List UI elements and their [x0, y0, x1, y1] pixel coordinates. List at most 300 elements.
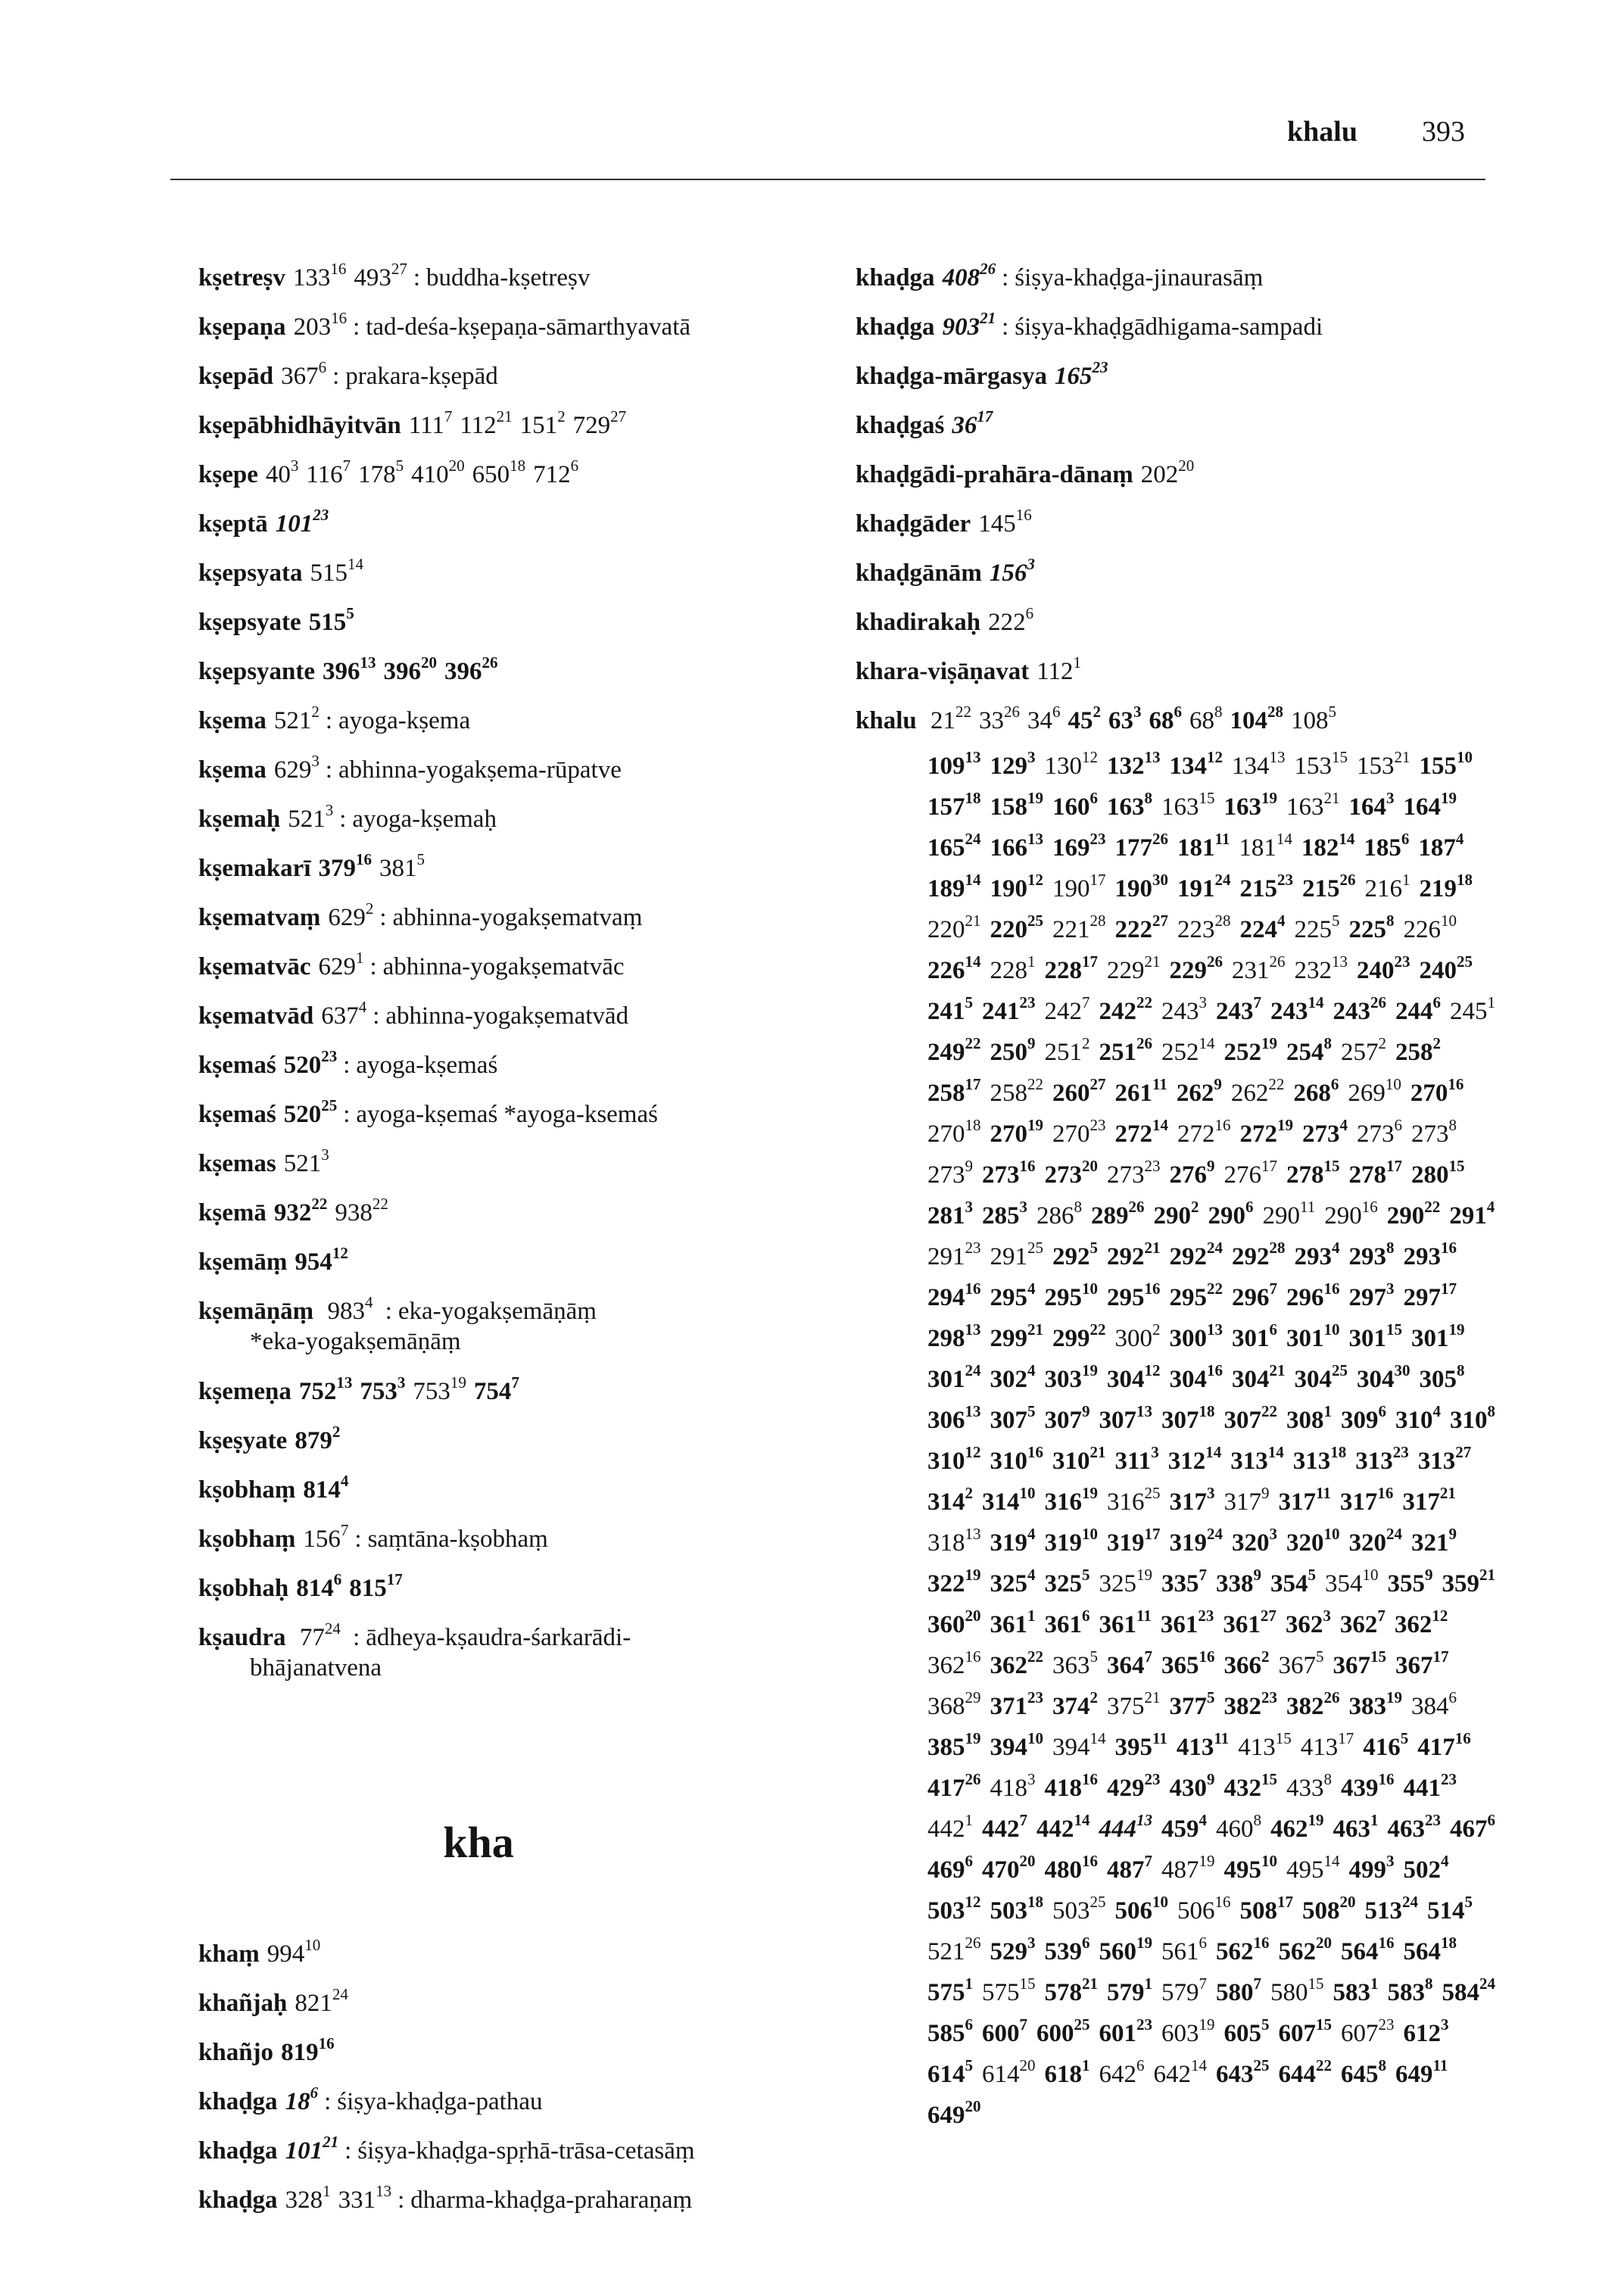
entry-ref: $243^{14}$ — [1270, 993, 1324, 1025]
entry-ref: $307^5$ — [990, 1402, 1036, 1434]
entry-ref: $228^{17}$ — [1044, 952, 1098, 984]
entry-ref: $273^8$ — [1411, 1116, 1457, 1148]
entry-ref: $629^1$ — [318, 949, 364, 980]
entry-lemma: kṣemeṇa — [198, 1378, 291, 1405]
entry-ref: $191^{24}$ — [1177, 871, 1231, 902]
entry-ref: $290^{11}$ — [1262, 1198, 1316, 1230]
entry-gloss-variant: *eka-yogakṣemāṇāṃ — [250, 1328, 461, 1355]
entry-ref: $320^{24}$ — [1348, 1525, 1402, 1557]
entry-gloss: ayoga-kṣema — [338, 707, 471, 734]
entry-ref: $258^{17}$ — [927, 1075, 981, 1107]
entry-ref: $319^{24}$ — [1169, 1525, 1223, 1557]
entry-ref: $299^{21}$ — [990, 1320, 1043, 1352]
index-entry — [856, 303, 1507, 352]
entry-ref: $325^4$ — [990, 1566, 1036, 1597]
entry-ref: $442^7$ — [982, 1811, 1027, 1843]
entry-ref: $291^{23}$ — [927, 1239, 981, 1270]
entry-ref: $432^{15}$ — [1223, 1770, 1277, 1802]
entry-ref: $261^{11}$ — [1114, 1075, 1167, 1107]
entry-gloss: tad-deśa-kṣepaṇa-sāmarthyavatā — [366, 313, 691, 341]
entry-ref: $177^{26}$ — [1114, 830, 1168, 862]
entry-lemma: khaḍga-mārgasya — [856, 363, 1048, 390]
entry-ref: $304^{30}$ — [1357, 1361, 1410, 1393]
entry-ref: $269^{10}$ — [1348, 1075, 1401, 1107]
entry-ref: $521^3$ — [283, 1145, 329, 1177]
entry-ref: $101^{21}$ — [285, 2133, 339, 2165]
gloss-separator: : — [353, 313, 360, 341]
entry-ref: $562^{20}$ — [1278, 1934, 1332, 1965]
entry-ref: $495^{10}$ — [1223, 1852, 1277, 1884]
entry-ref: $367^5$ — [1278, 1647, 1324, 1679]
entry-ref: $222^6$ — [988, 604, 1034, 636]
entry-ref: $361^{23}$ — [1160, 1607, 1214, 1638]
entry-ref: $410^{20}$ — [411, 457, 465, 488]
entry-ref: $156^7$ — [303, 1521, 349, 1553]
entry-ref: $18^6$ — [285, 2084, 319, 2115]
index-entry — [198, 1564, 849, 1613]
entry-ref: $614^{20}$ — [982, 2056, 1036, 2088]
entry-ref: $319^{10}$ — [1044, 1525, 1098, 1557]
entry-lemma: kṣobhaṃ — [198, 1526, 296, 1553]
entry-ref: $292^{24}$ — [1169, 1239, 1223, 1270]
entry-ref: $187^4$ — [1418, 830, 1464, 862]
entry-ref: $222^{27}$ — [1114, 912, 1168, 943]
index-entry — [198, 943, 849, 992]
entry-ref: $362^{12}$ — [1394, 1607, 1448, 1638]
index-entry — [198, 2127, 849, 2176]
entry-ref: $600^{25}$ — [1036, 2015, 1090, 2047]
gloss-separator: : — [372, 1002, 380, 1030]
entry-ref: $417^{26}$ — [927, 1770, 981, 1802]
entry-ref: $603^{19}$ — [1161, 2015, 1215, 2047]
entry-ref: $394^{14}$ — [1052, 1729, 1106, 1761]
entry-ref: $302^4$ — [990, 1361, 1036, 1393]
entry-ref: $605^5$ — [1223, 2015, 1270, 2047]
entry-ref: $375^{21}$ — [1107, 1688, 1161, 1720]
entry-gloss: ayoga-kṣemaś — [356, 1052, 498, 1079]
entry-ref: $560^{19}$ — [1099, 1934, 1152, 1965]
entry-ref: $178^5$ — [358, 457, 404, 488]
entry-ref: $280^{15}$ — [1411, 1157, 1465, 1189]
entry-ref: $467^6$ — [1450, 1811, 1495, 1843]
entry-ref: $729^{27}$ — [572, 407, 627, 439]
entry-ref: $292^5$ — [1052, 1239, 1098, 1270]
index-entry — [198, 893, 849, 943]
entry-ref: $276^9$ — [1169, 1157, 1215, 1189]
entry-ref: $304^{12}$ — [1107, 1361, 1161, 1393]
gloss-separator: : — [332, 363, 340, 390]
entry-ref: $575^1$ — [927, 1975, 973, 2006]
entry-ref: $503^{25}$ — [1052, 1893, 1106, 1925]
index-entry — [198, 1515, 849, 1564]
entry-lemma: kṣemaś — [198, 1101, 276, 1128]
entry-ref: $250^9$ — [990, 1034, 1036, 1066]
entry-ref: $310^{21}$ — [1052, 1443, 1106, 1475]
index-entry — [856, 352, 1507, 401]
entry-ref: $607^{15}$ — [1278, 2015, 1332, 2047]
entry-gloss: ādheya-kṣaudra-śarkarādi- — [366, 1624, 631, 1651]
entry-ref: $156^3$ — [989, 555, 1035, 587]
index-entry — [198, 2028, 849, 2077]
index-entry — [856, 401, 1507, 450]
entry-ref: $514^5$ — [1427, 1893, 1473, 1925]
gloss-separator: : — [385, 1298, 392, 1325]
entry-ref: $360^{20}$ — [927, 1607, 981, 1638]
entry-ref: $314^{10}$ — [982, 1484, 1036, 1516]
entry-ref: $260^{27}$ — [1052, 1075, 1106, 1107]
entry-ref: $308^1$ — [1286, 1402, 1332, 1434]
entry-gloss: prakara-kṣepād — [345, 363, 498, 390]
entry-ref: $413^{17}$ — [1300, 1729, 1354, 1761]
entry-ref: $579^7$ — [1161, 1975, 1207, 2006]
entry-ref: $270^{23}$ — [1052, 1116, 1106, 1148]
entry-ref: $583^8$ — [1387, 1975, 1433, 2006]
entry-ref: $310^{16}$ — [990, 1443, 1043, 1475]
entry-ref: $258^{22}$ — [990, 1075, 1043, 1107]
entry-ref: $301^{15}$ — [1348, 1320, 1402, 1352]
entry-ref: $365^{16}$ — [1161, 1647, 1215, 1679]
entry-ref: $229^{26}$ — [1169, 952, 1223, 984]
entry-ref: $506^{10}$ — [1114, 1893, 1168, 1925]
gloss-separator: : — [353, 1624, 360, 1651]
entry-lemma: kṣepsyata — [198, 559, 303, 587]
entry-ref: $385^{19}$ — [927, 1729, 981, 1761]
entry-ref: $293^8$ — [1348, 1239, 1395, 1270]
entry-lemma: kṣema — [198, 707, 267, 734]
entry-ref: $903^{21}$ — [942, 309, 996, 341]
index-entry — [198, 1041, 849, 1090]
entry-ref: $499^3$ — [1348, 1852, 1395, 1884]
entry-ref: $463^1$ — [1333, 1811, 1379, 1843]
entry-ref: $515^{14}$ — [310, 555, 364, 587]
entry-lemma: kṣematvāc — [198, 953, 311, 980]
gloss-separator: : — [325, 707, 333, 734]
entry-ref: $203^{16}$ — [293, 309, 348, 341]
entry-ref: $649^{20}$ — [927, 2097, 981, 2129]
entry-ref: $34^6$ — [1027, 703, 1061, 734]
index-entry — [198, 746, 849, 795]
entry-gloss: eka-yogakṣemāṇāṃ — [397, 1298, 597, 1325]
entry-ref: $317^{16}$ — [1339, 1484, 1394, 1516]
entry-ref: $220^{25}$ — [990, 912, 1043, 943]
entry-lemma: kṣepābhidhāyitvān — [198, 412, 401, 439]
entry-ref: $190^{17}$ — [1052, 871, 1106, 902]
entry-lemma: kṣemas — [198, 1150, 276, 1177]
entry-ref: $374^2$ — [1052, 1688, 1098, 1720]
entry-ref: $228^1$ — [990, 952, 1036, 984]
index-entry — [198, 1979, 849, 2028]
entry-ref: $134^{13}$ — [1232, 748, 1286, 780]
entry-ref: $301^{19}$ — [1411, 1320, 1465, 1352]
entry-ref: $305^8$ — [1419, 1361, 1465, 1393]
entry-lemma: kṣeṣyate — [198, 1427, 288, 1454]
entry-ref: $312^{14}$ — [1167, 1443, 1222, 1475]
entry-ref: $515^5$ — [308, 604, 354, 636]
entry-ref: $273^6$ — [1357, 1116, 1402, 1148]
entry-ref: $254^8$ — [1286, 1034, 1332, 1066]
entry-ref: $396^{26}$ — [444, 653, 498, 685]
entry-ref: $101^{23}$ — [275, 506, 329, 538]
index-entry — [856, 598, 1507, 647]
entry-ref: $753^{19}$ — [413, 1373, 466, 1405]
entry-lemma: kṣemāṇāṃ — [198, 1298, 314, 1325]
entry-ref: $281^3$ — [927, 1198, 973, 1230]
entry-ref: $629^3$ — [273, 752, 320, 784]
entry-ref: $252^{19}$ — [1223, 1034, 1277, 1066]
entry-lemma: kṣepaṇa — [198, 313, 286, 341]
entry-ref: $361^{27}$ — [1223, 1607, 1276, 1638]
entry-ref: $313^{18}$ — [1292, 1443, 1347, 1475]
entry-ref: $223^{28}$ — [1177, 912, 1231, 943]
entry-ref: $240^{23}$ — [1357, 952, 1410, 984]
section-heading: kha — [443, 1818, 514, 1867]
entry-lemma: kṣepsyante — [198, 658, 316, 685]
entry-lemma: khaḍgaś — [856, 412, 945, 439]
index-entry — [856, 647, 1507, 697]
entry-ref: $145^{16}$ — [978, 506, 1032, 538]
entry-ref: $185^6$ — [1364, 830, 1410, 862]
entry-ref: $562^{16}$ — [1216, 1934, 1270, 1965]
entry-ref: $561^6$ — [1161, 1934, 1207, 1965]
index-entry — [198, 254, 849, 303]
entry-ref: $529^3$ — [990, 1934, 1036, 1965]
entry-ref: $578^{21}$ — [1044, 1975, 1098, 2006]
entry-lemma: kṣematvaṃ — [198, 904, 321, 931]
entry-ref: $243^{26}$ — [1333, 993, 1386, 1025]
entry-ref: $268^6$ — [1293, 1075, 1339, 1107]
entry-ref: $325^5$ — [1044, 1566, 1090, 1597]
entry-ref: $116^7$ — [306, 457, 351, 488]
entry-ref: $190^{30}$ — [1114, 871, 1168, 902]
entry-ref: $301^{24}$ — [927, 1361, 981, 1393]
entry-ref: $320^{10}$ — [1286, 1525, 1340, 1557]
index-entry — [856, 549, 1507, 598]
entry-ref: $290^{16}$ — [1324, 1198, 1378, 1230]
entry-ref: $224^4$ — [1239, 912, 1286, 943]
entry-ref: $216^1$ — [1364, 871, 1410, 902]
entry-ref: $377^5$ — [1169, 1688, 1215, 1720]
entry-ref: $362^{16}$ — [927, 1647, 981, 1679]
index-entry — [198, 352, 849, 401]
entry-ref: $273^9$ — [927, 1157, 973, 1189]
header-rule — [170, 179, 1485, 180]
entry-ref: $273^4$ — [1302, 1116, 1348, 1148]
index-entry — [856, 254, 1507, 303]
entry-ref: $564^{18}$ — [1403, 1934, 1457, 1965]
entry-ref: $36^{17}$ — [952, 407, 993, 439]
entry-ref: $645^8$ — [1341, 2056, 1386, 2088]
entry-ref: $129^3$ — [990, 748, 1036, 780]
entry-ref: $430^9$ — [1169, 1770, 1215, 1802]
entry-gloss: śiṣya-khaḍga-jinaurasāṃ — [1015, 264, 1264, 291]
index-entry — [198, 500, 849, 549]
index-entry — [198, 1466, 849, 1515]
entry-ref: $190^{12}$ — [990, 871, 1043, 902]
entry-gloss: dharma-khaḍga-praharaṇaṃ — [410, 2186, 693, 2214]
entry-ref: $132^{13}$ — [1107, 748, 1161, 780]
gloss-separator: : — [325, 756, 333, 784]
entry-ref: $251^{26}$ — [1099, 1034, 1152, 1066]
entry-ref: $257^2$ — [1341, 1034, 1386, 1066]
entry-ref: $157^{18}$ — [927, 789, 981, 821]
entry-ref: $278^{15}$ — [1286, 1157, 1340, 1189]
entry-ref: $444^{13}$ — [1099, 1811, 1152, 1843]
entry-ref: $219^{18}$ — [1419, 871, 1473, 902]
entry-ref: $33^{26}$ — [978, 703, 1020, 734]
entry-ref: $225^8$ — [1348, 912, 1395, 943]
entry-ref: $754^7$ — [473, 1373, 519, 1405]
entry-ref: $408^{26}$ — [942, 260, 996, 291]
entry-ref: $304^{21}$ — [1232, 1361, 1286, 1393]
entry-ref: $441^{23}$ — [1403, 1770, 1457, 1802]
entry-ref: $318^{13}$ — [927, 1525, 981, 1557]
gloss-separator: : — [369, 953, 377, 980]
entry-ref: $134^{12}$ — [1169, 748, 1223, 780]
entry-gloss-continuation: bhājanatvena — [250, 1654, 382, 1682]
entry-ref: $367^{17}$ — [1395, 1647, 1449, 1679]
entry-ref: $322^{19}$ — [927, 1566, 981, 1597]
entry-ref: $325^{19}$ — [1099, 1566, 1152, 1597]
entry-ref: $273^{23}$ — [1107, 1157, 1161, 1189]
entry-ref: $133^{16}$ — [292, 260, 347, 291]
entry-ref: $304^{25}$ — [1294, 1361, 1348, 1393]
entry-ref: $243^7$ — [1216, 993, 1261, 1025]
entry-ref: $331^{13}$ — [338, 2182, 392, 2214]
entry-ref: $382^{26}$ — [1286, 1688, 1340, 1720]
entry-ref: $503^{12}$ — [927, 1893, 981, 1925]
entry-ref: $293^{16}$ — [1403, 1239, 1457, 1270]
entry-ref: $643^{25}$ — [1216, 2056, 1270, 2088]
entry-lemma: khaḍgāder — [856, 510, 971, 538]
entry-ref: $301^{10}$ — [1286, 1320, 1340, 1352]
entry-ref: $112^{21}$ — [460, 407, 513, 439]
entry-ref: $242^7$ — [1044, 993, 1090, 1025]
entry-ref: $244^6$ — [1395, 993, 1441, 1025]
entry-lemma: khaḍga — [856, 264, 935, 291]
entry-lemma: kṣemaś — [198, 1052, 276, 1079]
entry-ref: $506^{16}$ — [1177, 1893, 1231, 1925]
entry-ksaudra — [198, 1613, 849, 1694]
entry-lemma: khaḍga — [198, 2088, 278, 2115]
entry-ref: $262^9$ — [1176, 1075, 1222, 1107]
entry-ref: $316^{25}$ — [1107, 1484, 1161, 1516]
index-entry — [198, 1189, 849, 1238]
entry-ref: $539^6$ — [1044, 1934, 1090, 1965]
entry-ref: $297^{17}$ — [1403, 1279, 1457, 1311]
entry-ref: $164^3$ — [1348, 789, 1395, 821]
entry-ref: $202^{20}$ — [1140, 457, 1195, 488]
gloss-separator: : — [343, 1052, 351, 1079]
header-headword: khalu — [1287, 116, 1357, 148]
entry-lemma: kṣema — [198, 756, 267, 784]
index-entry — [198, 549, 849, 598]
entry-ref: $299^{22}$ — [1052, 1320, 1106, 1352]
entry-ref: $462^{19}$ — [1270, 1811, 1324, 1843]
entry-lemma: khaḍga — [198, 2137, 278, 2165]
entry-ref: $313^{27}$ — [1417, 1443, 1472, 1475]
entry-ref: $270^{19}$ — [990, 1116, 1043, 1148]
entry-ref: $607^{23}$ — [1341, 2015, 1395, 2047]
entry-ref: $361^{11}$ — [1099, 1607, 1152, 1638]
entry-ref: $317^9$ — [1223, 1484, 1270, 1516]
entry-ref: $994^{10}$ — [267, 1936, 321, 1968]
index-entry — [198, 795, 849, 844]
index-entry — [856, 450, 1507, 500]
entry-ref: $644^{22}$ — [1278, 2056, 1332, 2088]
entry-ref: $313^{14}$ — [1230, 1443, 1284, 1475]
entry-ref: $580^7$ — [1216, 1975, 1261, 2006]
entry-ref: $413^{15}$ — [1238, 1729, 1292, 1761]
entry-ref: $298^{13}$ — [927, 1320, 981, 1352]
index-entry — [198, 2077, 849, 2127]
entry-ref: $575^{15}$ — [982, 1975, 1036, 2006]
entry-ref: $601^{23}$ — [1099, 2015, 1152, 2047]
entry-ref: $521^2$ — [273, 703, 320, 734]
entry-ref: $382^{23}$ — [1223, 1688, 1277, 1720]
entry-ref: $295^{22}$ — [1169, 1279, 1223, 1311]
entry-ref: $362^{22}$ — [990, 1647, 1043, 1679]
entry-ref: $469^6$ — [927, 1852, 973, 1884]
entry-ref: $503^{18}$ — [990, 1893, 1043, 1925]
entry-ref: $306^{13}$ — [927, 1402, 981, 1434]
entry-ref: $564^{16}$ — [1341, 1934, 1395, 1965]
index-entry — [198, 598, 849, 647]
entry-ref: $251^2$ — [1044, 1034, 1090, 1066]
entry-gloss: abhinna-yogakṣema-rūpatve — [338, 756, 622, 784]
entry-ref: $112^1$ — [1036, 653, 1081, 685]
entry-ref: $394^{10}$ — [990, 1729, 1043, 1761]
entry-ref: $335^7$ — [1161, 1566, 1207, 1597]
entry-ref: $396^{20}$ — [383, 653, 438, 685]
entry-lemma: kṣetreṣv — [198, 264, 285, 291]
entry-ref: $313^{23}$ — [1355, 1443, 1409, 1475]
entry-ref: $362^7$ — [1339, 1607, 1386, 1638]
entry-ref: $366^2$ — [1223, 1647, 1270, 1679]
entry-ref: $245^1$ — [1450, 993, 1495, 1025]
entry-ref: $290^6$ — [1208, 1198, 1254, 1230]
index-entry — [198, 450, 849, 500]
entry-ref: $319^{17}$ — [1107, 1525, 1161, 1557]
entry-ref: $413^{11}$ — [1176, 1729, 1230, 1761]
entry-ref: $650^{18}$ — [472, 457, 526, 488]
entry-ref: $155^{10}$ — [1419, 748, 1473, 780]
entry-ref: $612^3$ — [1403, 2015, 1449, 2047]
entry-ref: $272^{14}$ — [1114, 1116, 1168, 1148]
entry-ref: $381^5$ — [379, 850, 425, 882]
entry-ref: $166^{13}$ — [990, 830, 1043, 862]
running-header — [1287, 112, 1484, 159]
entry-ref: $938^{22}$ — [335, 1195, 388, 1226]
entry-ref: $513^{24}$ — [1364, 1893, 1418, 1925]
gloss-separator: : — [344, 2137, 352, 2165]
entry-ref: $163^{15}$ — [1161, 789, 1215, 821]
entry-khalu — [856, 697, 1507, 2136]
entry-ref: $303^{19}$ — [1044, 1361, 1098, 1393]
entry-ref: $291^{25}$ — [990, 1239, 1043, 1270]
gloss-separator: : — [354, 1526, 362, 1553]
entry-lemma: kṣemāṃ — [198, 1248, 288, 1276]
entry-ref: $290^2$ — [1153, 1198, 1199, 1230]
entry-ref: $226^{10}$ — [1403, 912, 1457, 943]
entry-ref: $368^{29}$ — [927, 1688, 981, 1720]
entry-ref: $310^{12}$ — [927, 1443, 981, 1475]
entry-ref: $520^{25}$ — [283, 1096, 338, 1128]
entry-ref: $231^{26}$ — [1232, 952, 1286, 984]
entry-ref: $232^{13}$ — [1294, 952, 1348, 984]
entry-ref: $151^2$ — [519, 407, 566, 439]
entry-ref: $229^{21}$ — [1107, 952, 1161, 984]
entry-ref: $215^{26}$ — [1302, 871, 1356, 902]
